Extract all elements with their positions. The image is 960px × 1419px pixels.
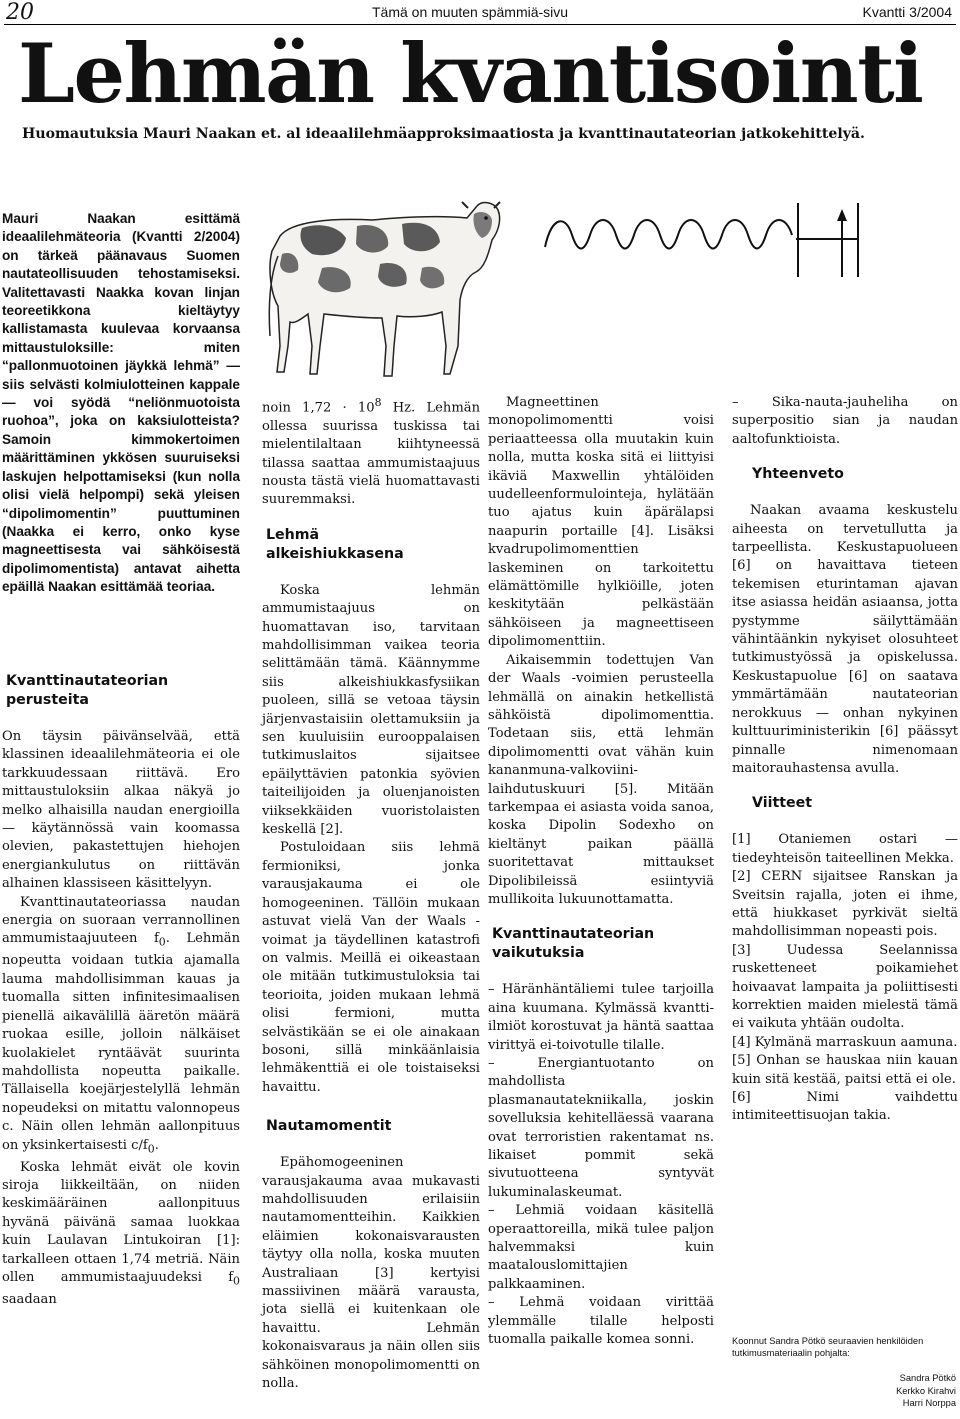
paragraph: Magneettinen monopolimomentti voisi periaatteessa olla muutakin kuin nolla, mutta koska sitä ei liittyisi ikäviä Maxwellin yhtälöiden uudelleenformulointeja, hylätään tuo ajatus kuin äpärälapsi naapurin portaille [4]. Lisäksi kvadrupolimomenttien laskeminen on tarkoitettu elämättömille hylkiöille, joten keskitytään pelkästään sähköiseen ja magneettiseen dipolimomenttiin. <box>488 395 714 650</box>
list-item: – Lehmiä voidaan käsitellä operaattoreilla, mikä tulee paljon halvemmaksi kuin maatalouslomittajien palkkaaminen. <box>488 1203 714 1292</box>
credits-note: Koonnut Sandra Pötkö seuraavien henkilöiden tutkimusmateriaalin pohjalta: <box>732 1336 924 1358</box>
page-number: 20 <box>6 0 34 25</box>
column-3 <box>488 394 714 1350</box>
paragraph: Kvanttinautateoriassa naudan energia on suoraan verrannollinen ammumistaajuuteen $f_0$. Lehmän nopeutta voidaan tutkia ajamalla lauma mahdollisimman kauas ja tuomalla sitten infinitesimaalisen pienellä aikavälillä ääretön määrä ruokaa esille, jolloin nälkäiset kuolakielet ryntäävät suurinta mahdollista nopeutta paikalle. Tällaisella koejärjestelyllä lehmän nopeudeksi on mitattu valonnopeus c. Näin ollen lehmän aallonpituus on yksinkertaisesti $c/f_0$. <box>2 894 240 1156</box>
section-heading: Nautamomentit <box>266 1118 392 1135</box>
section-heading: Yhteenveto <box>752 466 844 483</box>
article-title: Lehmän kvantisointi <box>18 27 923 122</box>
section-heading: Kvanttinautateorian vaikutuksia <box>492 926 655 962</box>
paragraph: Postuloidaan siis lehmä fermioniksi, jonka varausjakauma ei ole homogeeninen. Tällöin mukaan astuvat vielä Van der Waals -voimat ja täydellinen katastrofi on valmis. Meillä ei oikeastaan ole mitään tutkimustuloksia tai teorioita, joiden mukaan lehmä olisi fermioni, mutta selvästikään se ei ole ainakaan bosoni, sillä minkäänlaisia lehmäkenttiä ei ole toistaiseksi havaittu. <box>262 840 480 1095</box>
list-item: – Lehmä voidaan virittää ylemmälle tilalle helposti tuomalla paikalle komea sonni. <box>488 1295 714 1348</box>
paragraph: noin $1,72 \cdot 10^8$ Hz. Lehmän ollessa suurissa tuskissa tai mielentilaltaan kiihtyneessä tilassa saattaa ammumistaajuus nousta tästä vielä huomattavasti suuremmaksi. <box>262 396 481 508</box>
column-2 <box>262 394 480 1393</box>
list-item: – Sika-nauta-jauheliha on superpositio sian ja naudan aaltofunktioista. <box>732 395 958 447</box>
column-1 <box>2 664 240 1309</box>
list-item: – Energiantuotanto on mahdollista plasmanautatekniikalla, joskin sovelluksia kehitelläessä vaarana ovat terroristien rakentamat ns. likaiset pommit sekä sivutuotteena syntyvät lukuminalaskeumat. <box>488 1056 714 1200</box>
lead-paragraph: Mauri Naakan esittämä ideaalilehmäteoria (Kvantti 2/2004) on tärkeä päänavaus Suomen nautateollisuuden tehostamiseksi. Valitettavasti Naakka kovan linjan teoreetikkona kieltäytyy kallistamasta kuulevaa korvaansa mittaustuloksille: miten “pallonmuotoinen jäykkä lehmä” — siis selvästi kolmiulotteinen kappale — voi syödä “neliönmuotoista ruohoa”, joka on kaksiulotteista? Samoin kimmokertoimen määrittäminen ykkösen suuruiseksi laskujen helpottamiseksi (kun nolla olisi vielä helpompi) sekä yleisen “dipolimomentin” puuttuminen (Naakka ei kerro, onko kyse magneettisesta vai sähköisestä dipolimomentista) antavat aihetta epäillä Naakan esittämää teoriaa. <box>2 211 240 595</box>
column-4 <box>732 394 958 1126</box>
list-item: – Häränhäntäliemi tulee tarjoilla aina kuumana. Kylmässä kvantti-ilmiöt korostuvat ja häntä saattaa virittyä ei-toivotulle tilalle. <box>488 982 714 1053</box>
paragraph: Epähomogeeninen varausjakauma avaa mukavasti mahdollisuuden erilaisiin nautamomentteihin. Kaikkien eläimien kokonaisvarausten täytyy olla nolla, koska muuten Australiaan [3] kertyisi massiivinen määrä varausta, jota siellä ei kuitenkaan ole havaittu. Lehmän kokonaisvaraus ja näin ollen siis sähköinen monopolimomentti on nolla. <box>262 1155 480 1392</box>
author-name: Kerkko Kirahvi <box>896 1385 956 1396</box>
reference-item: [4] Kylmänä marraskuun aamuna. <box>732 1034 958 1050</box>
wave-diagram <box>540 195 875 300</box>
section-heading: Lehmä alkeishiukkasena <box>266 526 404 562</box>
section-heading: Kvanttinautateorian perusteita <box>6 673 169 708</box>
reference-item: [3] Uudessa Seelannissa rusketteneet poikamiehet hoivaavat lampaita ja poliittisesti korrektien maiden mielestä tämä ei vaikuta yhtään oudolta. <box>732 942 958 1032</box>
paragraph: On täysin päivänselvää, että klassinen ideaalilehmäteoria ei ole tarkkuudessaan riittävä. Ero mittaustuloksiin alkaa näkyä jo melko alhaisilla naudan energioilla — käytännössä vain koomassa olevien, pakastettujen hiehojen energiankulutus on riittävän alhainen klassiseen käsittelyyn. <box>2 729 240 892</box>
paragraph: Naakan avaama keskustelu aiheesta on tervetullutta ja tarpeellista. Keskustapuolueen [6] on havaittava tieteen tekemisen eturintaman ajavan itse asiassa heidän asiaansa, jotta pystymme säilyttämään vähintäänkin nykyiset olosuhteet tutkimustyössä ja opiskelussa. Keskustapuolue [6] on saatava ymmärtämään nautateorian nerokkuus — onhan nykyinen kulttuuriministerikin [6] päässyt pinnalle nimenomaan maitorauhastensa avulla. <box>732 503 958 776</box>
reference-item: [5] Onhan se hauskaa niin kauan kuin sitä kestää, paitsi että ei ole. <box>732 1053 958 1087</box>
reference-item: [1] Otaniemen ostari — tiedeyhteisön taiteellinen Mekka. <box>732 832 958 866</box>
header-rule <box>4 24 956 25</box>
paragraph: Koska lehmät eivät ole kovin siroja liikkeiltään, on niiden keskimääräinen aallonpituus hyvänä päivänä samaa luokkaa kuin Laulavan Lintukoiran [1]: tarkalleen ottaen 1,74 metriä. Näin ollen ammumistaajuudeksi $f_0$ saadaan <box>2 1159 240 1308</box>
section-heading: Viitteet <box>752 795 813 812</box>
header-center-text: Tämä on muuten spämmiä-sivu <box>372 4 569 20</box>
reference-item: [2] CERN sijaitsee Ranskan ja Sveitsin rajalla, joten ei ihme, että hiukkaset pyrkivät sieltä mahdollisimman nopeasti pois. <box>732 869 958 940</box>
reference-item: [6] Nimi vaihdettu intimiteettisuojan takia. <box>732 1090 958 1124</box>
paragraph: Aikaisemmin todettujen Van der Waals -voimien perusteella lehmällä on ainakin hetkellistä sähköistä dipolimomenttia. Todetaan siis, että lehmän dipolimomentti ovat vähän kuin kananmuna-valkoviini-laihdutuskuuri [5]. Mitään tarkempaa ei asiasta voida sanoa, koska Dipolin Sodexho on kieltänyt paikan päällä suoritettavat mittaukset Dipolibileissä esiintyviä mullikoita lukuunottamatta. <box>488 652 714 907</box>
author-list <box>896 1372 956 1410</box>
author-name: Sandra Pötkö <box>899 1373 956 1383</box>
cow-image <box>262 196 502 381</box>
article-subtitle: Huomautuksia Mauri Naakan et. al ideaalilehmäapproksimaatiosta ja kvanttinautateorian jatkokehittelyä. <box>22 126 865 142</box>
author-name: Harri Norppa <box>902 1398 956 1408</box>
paragraph: Koska lehmän ammumistaajuus on huomattavan iso, tarvitaan mahdollisimman vaikea teoria selittämään tämä. Käännymme siis alkeishiukkasfysiikan puoleen, sillä se vetoaa täysin järjenvastaisiin olettamuksiin ja sen kuuluisiin eurooppalaisen tutkimuslaitos sijaitsee epäilyttävien patonkia syövien taiteilijoiden ja oluenjanoisten viiksekkäiden vuoristolaisten keskellä [2]. <box>262 582 480 838</box>
issue-label: Kvantti 3/2004 <box>862 4 952 20</box>
